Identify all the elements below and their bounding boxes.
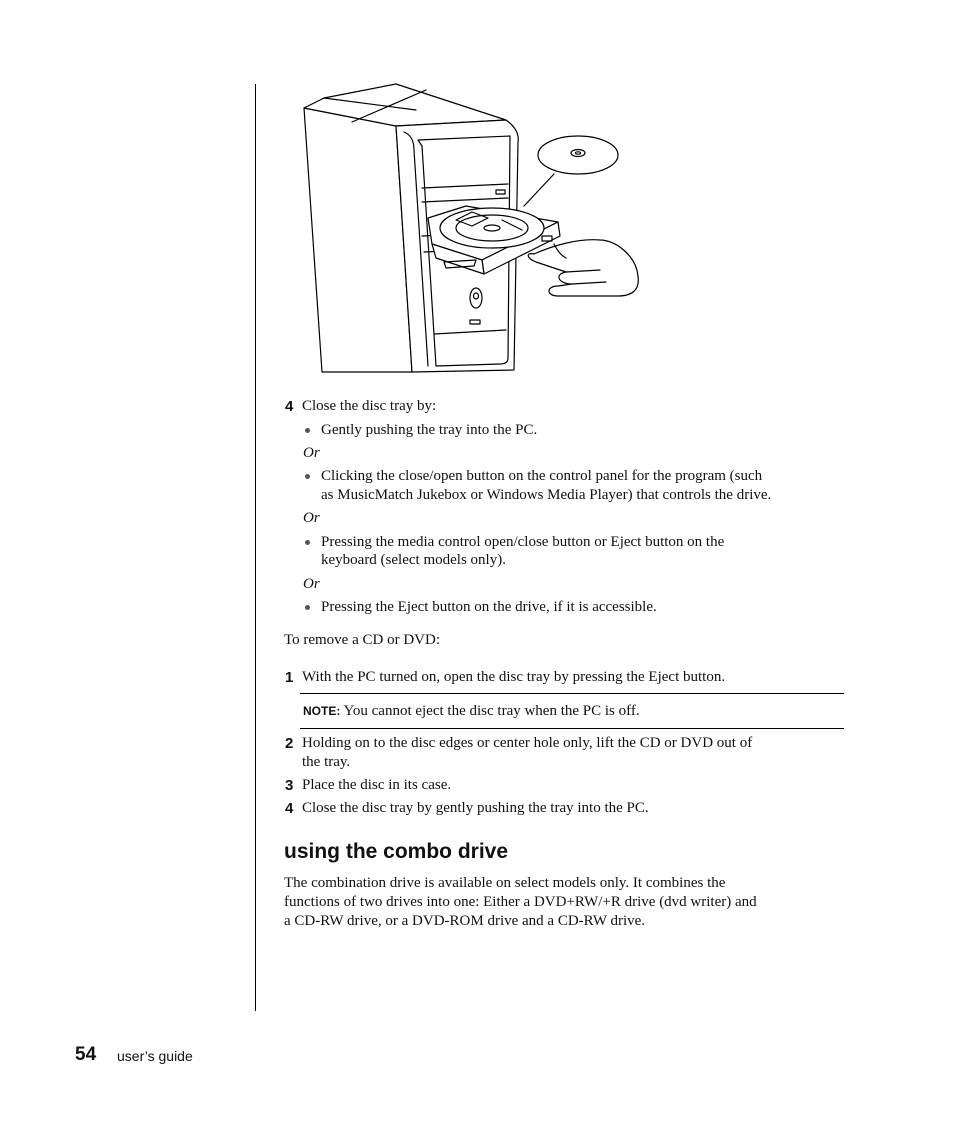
note-rule-bottom [300,728,844,729]
pc-disc-tray-illustration [296,80,646,380]
step-text: With the PC turned on, open the disc tray by pressing the Eject button. [302,669,726,685]
paragraph-line: The combination drive is available on select models only. It combines the [284,875,726,891]
bullet-icon [305,540,310,545]
option-item-line: keyboard (select models only). [321,552,506,568]
step-number: 4 [285,398,294,415]
page-number: 54 [75,1044,97,1065]
footer-label: user’s guide [117,1048,193,1064]
remove-intro: To remove a CD or DVD: [284,632,440,648]
option-item: Pressing the Eject button on the drive, if it is accessible. [321,599,657,615]
note-label: NOTE: [303,704,341,718]
margin-rule [255,84,256,1011]
or-label: Or [303,576,320,592]
section-heading: using the combo drive [284,840,509,863]
note-text: You cannot eject the disc tray when the PC is off. [343,703,640,719]
paragraph-line: functions of two drives into one: Either a DVD+RW/+R drive (dvd writer) and [284,894,757,910]
bullet-icon [305,474,310,479]
option-item-line: Pressing the media control open/close button or Eject button on the [321,534,725,550]
step-number: 3 [285,777,294,794]
step-number: 1 [285,669,294,686]
paragraph-line: a CD-RW drive, or a DVD-ROM drive and a CD-RW drive. [284,913,646,929]
option-item-line: as MusicMatch Jukebox or Windows Media Player) that controls the drive. [321,487,772,503]
or-label: Or [303,510,320,526]
bullet-icon [305,605,310,610]
note [303,702,640,721]
step-text: Close the disc tray by gently pushing the tray into the PC. [302,800,649,816]
step-number: 4 [285,800,294,817]
step-text-line: the tray. [302,754,351,770]
note-rule-top [300,693,844,694]
step-text: Close the disc tray by: [302,398,437,414]
option-item: Gently pushing the tray into the PC. [321,422,538,438]
or-label: Or [303,445,320,461]
step-number: 2 [285,735,294,752]
option-item-line: Clicking the close/open button on the control panel for the program (such [321,468,763,484]
bullet-icon [305,428,310,433]
step-text: Place the disc in its case. [302,777,452,793]
step-text-line: Holding on to the disc edges or center hole only, lift the CD or DVD out of [302,735,753,751]
